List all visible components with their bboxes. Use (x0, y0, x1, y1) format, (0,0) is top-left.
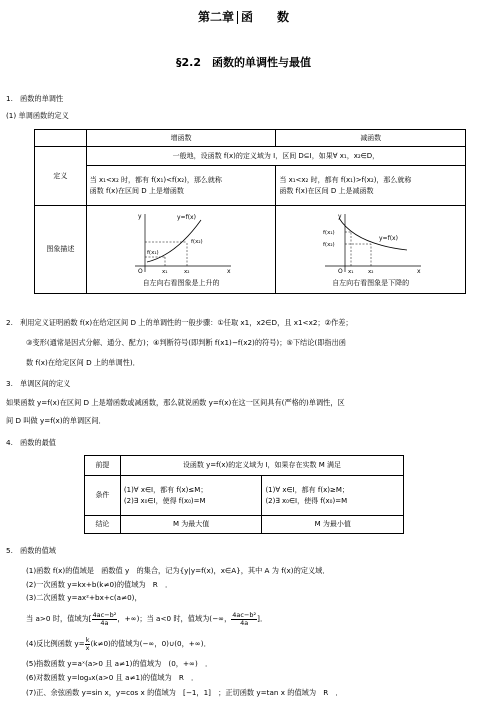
min-conditions (262, 476, 404, 516)
s5-line5 (26, 636, 211, 652)
premise-text: 设函数 y=f(x)的定义域为 I，如果存在实数 M 满足 (120, 456, 403, 476)
s5-line4-c: ]． (257, 614, 268, 623)
s5-line4-a: 当 a>0 时，值域为[ (26, 614, 92, 623)
s1-heading: 1. 函数的单调性 (6, 94, 64, 103)
fraction-num-2: 4ac−b² (232, 610, 257, 619)
inc-def-line1: 当 x₁<x₂ 时，都有 f(x₁)<f(x₂)，那么就称 (89, 175, 222, 184)
decreasing-caption: 自左向右看图象是下降的 (332, 279, 410, 287)
dec-def-line1: 当 x₁<x₂ 时，都有 f(x₁)>f(x₂)，那么就称 (279, 175, 412, 184)
conclusion-label: 结论 (85, 516, 121, 534)
s3-line1: 如果函数 y=f(x)在区间 D 上是增函数或减函数，那么就说函数 y=f(x)在这一区间具有(严格的)单调性，区 (6, 398, 345, 407)
chapter-title: 第二章 (197, 10, 234, 24)
s3-line2: 间 D 叫做 y=f(x)的单调区间． (6, 416, 106, 425)
dec-curve-label: y=f(x) (378, 235, 398, 242)
dec-y-label: y (337, 213, 342, 220)
inc-curve-label: y=f(x) (177, 214, 196, 221)
inc-x2-label: x₂ (184, 269, 190, 274)
s1-subheading: (1) 单调函数的定义 (6, 111, 69, 120)
dec-x2-label: x₂ (367, 269, 374, 274)
s5-line4-b: ，+∞)；当 a<0 时，值域为(−∞， (117, 614, 232, 623)
s5-line8: (7)正、余弦函数 y=sin x，y=cos x 的值域为 [−1，1] ；正切函数 y=tan x 的值域为 R ． (26, 688, 343, 697)
fraction-num: 4ac−b² (92, 610, 117, 619)
s5-line7: (6)对数函数 y=logₐx(a>0 且 a≠1)的值域为 R ． (26, 673, 199, 682)
decreasing-definition (276, 166, 466, 206)
s2-line2: ③变形(通常是因式分解、通分、配方)；④判断符号(即判断 f(x1)−f(x2)的符号)；⑤下结论(即指出函 (26, 338, 346, 347)
min-conclusion: M 为最小值 (262, 516, 404, 534)
monotonic-table (34, 129, 466, 294)
premise-label: 前提 (85, 456, 121, 476)
extremum-table (84, 455, 404, 534)
s5-line5-a: (4)反比例函数 y= (26, 639, 85, 648)
decreasing-graph (311, 210, 431, 274)
section-title: §2.2 函数的单调性与最值 (176, 56, 311, 69)
chapter-heading (0, 8, 487, 25)
decreasing-graph-cell (276, 206, 466, 294)
inc-x-label: x (227, 268, 231, 274)
s5-line4 (26, 610, 267, 628)
min-condition-1: (1)∀ x∈I，都有 f(x)≥M； (265, 485, 349, 494)
dec-x1-label: x₁ (347, 269, 354, 274)
inc-fx2-label: f(x₂) (191, 239, 203, 245)
increasing-caption: 自左向右看图象是上升的 (142, 279, 220, 287)
increasing-definition (86, 166, 276, 206)
s2-heading: 2. 利用定义证明函数 f(x)在给定区间 D 上的单调性的一般步骤：①任取 x1，x2∈D，且 x1<x2；②作差； (6, 318, 353, 327)
inc-fx1-label: f(x₁) (147, 250, 159, 256)
row-label-definition: 定义 (35, 147, 87, 206)
dec-fx2-label: f(x₂) (322, 242, 335, 248)
s5-line3: (3)二次函数 y=ax²+bx+c(a≠0)， (26, 593, 142, 602)
col-header-decreasing: 减函数 (276, 130, 466, 147)
s3-heading: 3. 单调区间的定义 (6, 379, 71, 388)
s5-line5-b: (k≠0)的值域为(−∞，0)∪(0，+∞)． (90, 639, 211, 648)
max-conclusion: M 为最大值 (120, 516, 262, 534)
max-condition-2: (2)∃ x₀∈I，使得 f(x₀)=M (123, 496, 206, 505)
dec-fx1-label: f(x₁) (322, 230, 335, 236)
inc-y-label: y (138, 213, 142, 220)
min-condition-2: (2)∃ x₀∈I，使得 f(x₀)=M (265, 496, 348, 505)
chapter-name: 函 数 (241, 10, 290, 24)
s5-line2: (2)一次函数 y=kx+b(k≠0)的值域为 R ． (26, 580, 173, 589)
increasing-graph (121, 210, 241, 274)
s2-line3: 数 f(x)在给定区间 D 上的单调性)． (26, 358, 140, 367)
fraction-den-2: 4a (240, 618, 249, 627)
condition-label: 条件 (85, 476, 121, 516)
definition-common: 一般地，设函数 f(x)的定义域为 I，区间 D⊆I，如果∀ x₁，x₂∈D， (86, 147, 465, 166)
dec-def-line2: 函数 f(x)在区间 D 上是减函数 (279, 186, 374, 195)
row-label-graph: 图象描述 (35, 206, 87, 294)
s5-line6: (5)指数函数 y=aˣ(a>0 且 a≠1)的值域为 (0，+∞) ． (26, 659, 213, 668)
inc-x1-label: x₁ (162, 269, 168, 274)
fraction-k: k (85, 635, 90, 644)
fraction-den: 4a (100, 618, 109, 627)
max-conditions (120, 476, 262, 516)
fraction-vertex-2 (231, 612, 257, 627)
s5-heading: 5. 函数的值域 (6, 546, 56, 555)
fraction-x: x (85, 643, 90, 652)
s5-line1: (1)函数 f(x)的值域是 函数值 y 的集合，记为{y|y=f(x)，x∈A}，其中 A 为 f(x)的定义域． (26, 566, 330, 575)
table-corner (35, 130, 87, 147)
inc-origin-label: O (138, 268, 143, 274)
dec-x-label: x (416, 268, 421, 274)
increasing-graph-cell (86, 206, 276, 294)
s4-heading: 4. 函数的最值 (6, 438, 56, 447)
inc-def-line2: 函数 f(x)在区间 D 上是增函数 (89, 186, 184, 195)
col-header-increasing: 增函数 (86, 130, 276, 147)
title-divider (237, 11, 238, 24)
dec-origin-label: O (337, 268, 343, 274)
max-condition-1: (1)∀ x∈I，都有 f(x)≤M； (123, 485, 208, 494)
fraction-vertex (92, 612, 118, 627)
